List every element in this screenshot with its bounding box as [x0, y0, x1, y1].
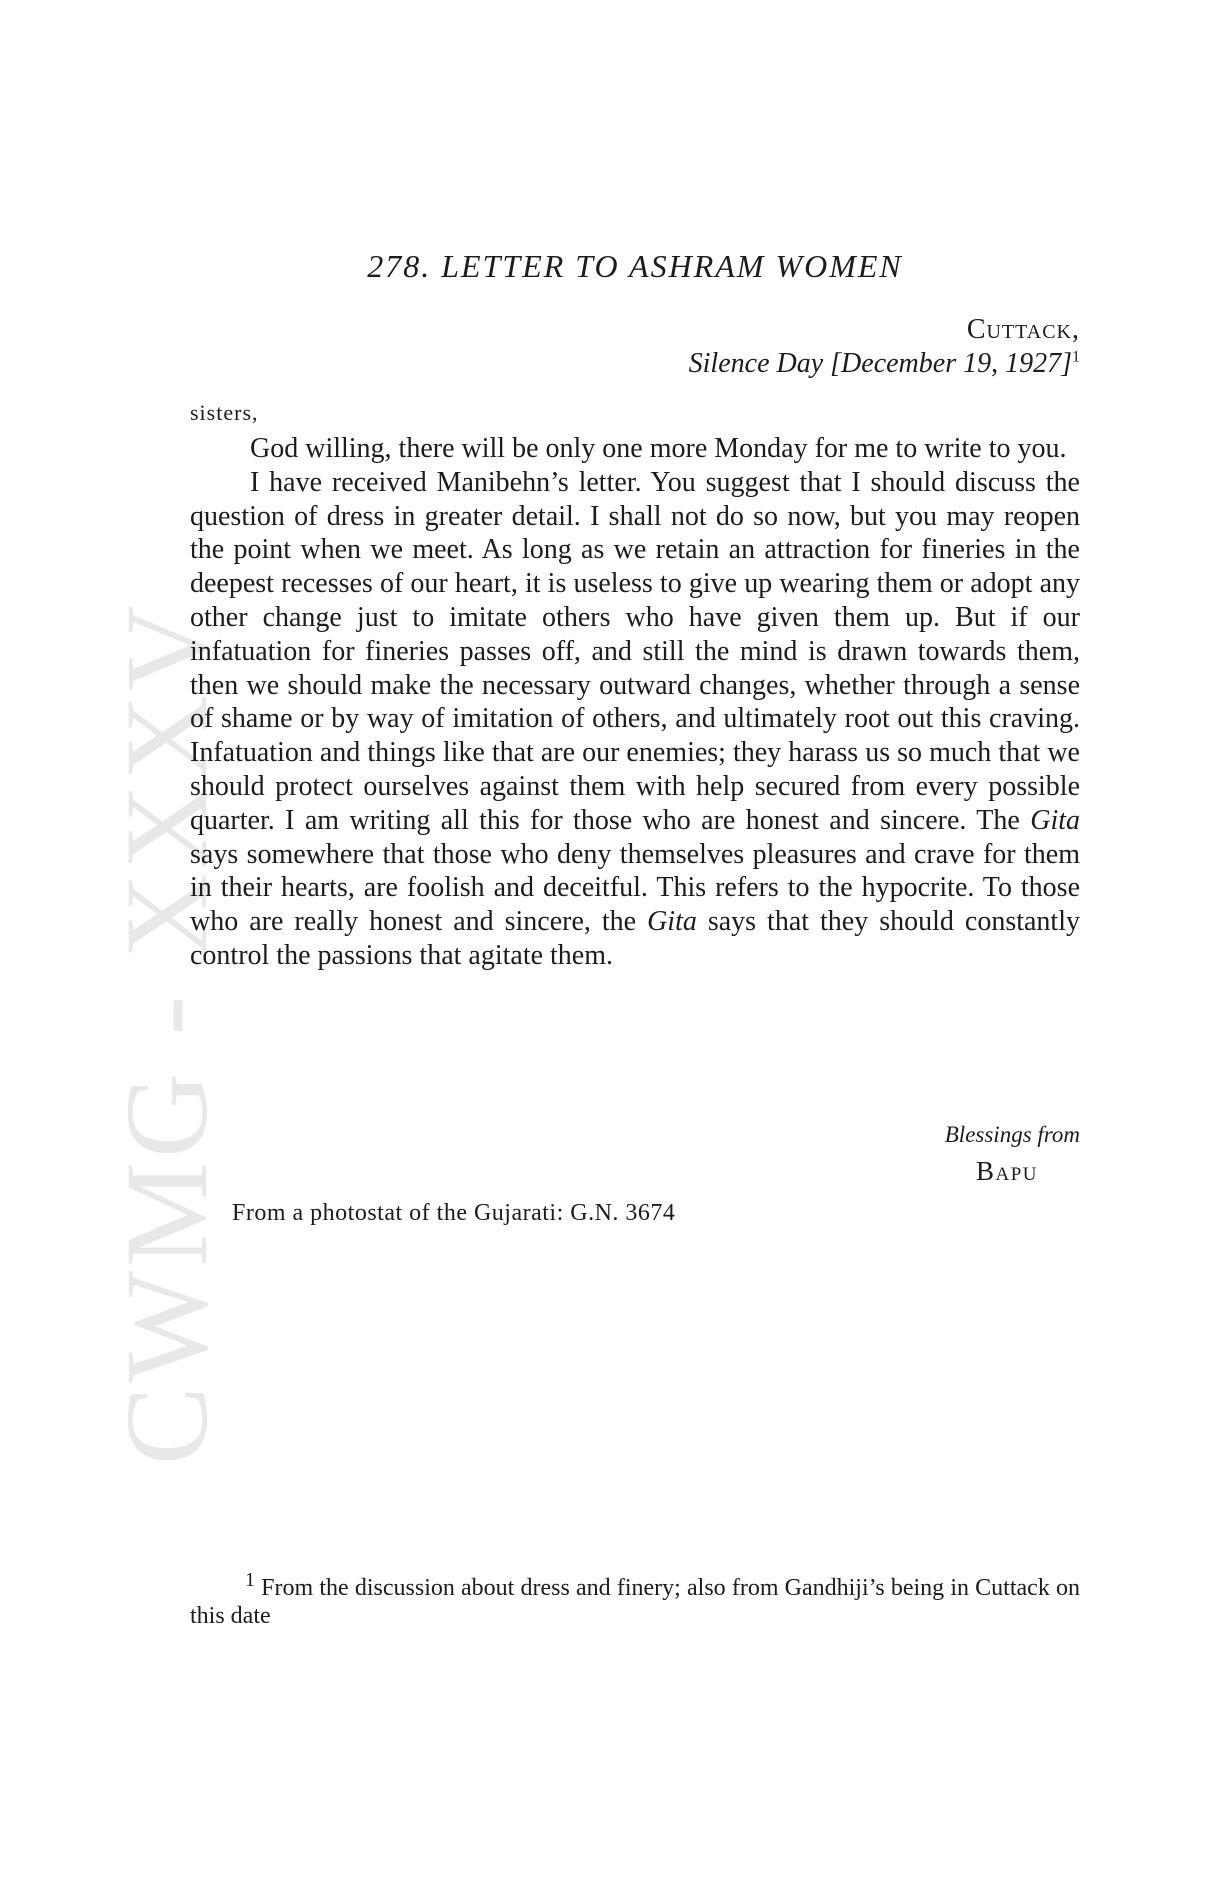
source-note: From a photostat of the Gujarati: G.N. 3674 [232, 1200, 676, 1226]
paragraph-2 [190, 466, 1080, 973]
footnote-number: 1 [245, 1569, 255, 1591]
gita-reference: Gita [1030, 804, 1080, 836]
signature: Bapu [975, 1156, 1038, 1186]
paragraph-2-part-3: says that they should constantly control the passions that agitate them. [190, 906, 1080, 971]
letter-title: 278. LETTER TO ASHRAM WOMEN [367, 248, 903, 284]
paragraph-1: God willing, there will be only one more Monday for me to write to you. [250, 433, 1067, 464]
watermark-text: CWMG - XXXV [101, 601, 232, 1465]
document-page [190, 0, 1080, 1890]
footnote-text: From the discussion about dress and finery; also from Gandhiji’s being in Cuttack on this date [190, 1575, 1080, 1629]
date-value: [December 19, 1927] [830, 348, 1072, 379]
footnote-ref: 1 [1072, 348, 1080, 366]
salutation: sisters, [190, 400, 259, 425]
signoff: Blessings from [944, 1122, 1080, 1147]
paragraph-2-part-2: says somewhere that those who deny themselves pleasures and crave for them in their hearts, are foolish and deceitful. This refers to the hypocrite. To those who are really honest and sincere, the [190, 838, 1080, 938]
paragraph-2-part-1: I have received Manibehn’s letter. You suggest that I should discuss the question of dress in greater detail. I shall not do so now, but you may reopen the point when we meet. As long as we retain an attraction for fineries in the deepest recesses of our heart, it is useless to give up wearing them or adopt any other change just to imitate others who have given them up. But if our infatuation for fineries passes off, and still the mind is drawn towards them, then we should make the necessary outward changes, whether through a sense of shame or by way of imitation of others, and ultimately root out this craving. Infatuation and things like that are our enemies; they harass us so much that we should protect ourselves against them with help secured from every possible quarter. I am writing all this for those who are honest and sincere. The [190, 466, 1080, 836]
gita-reference: Gita [647, 906, 697, 938]
date-line [689, 348, 1080, 380]
letter-body [190, 432, 1080, 973]
footnote [190, 1566, 1080, 1630]
place-line: Cuttack, [966, 314, 1080, 345]
date-day: Silence Day [688, 348, 824, 379]
